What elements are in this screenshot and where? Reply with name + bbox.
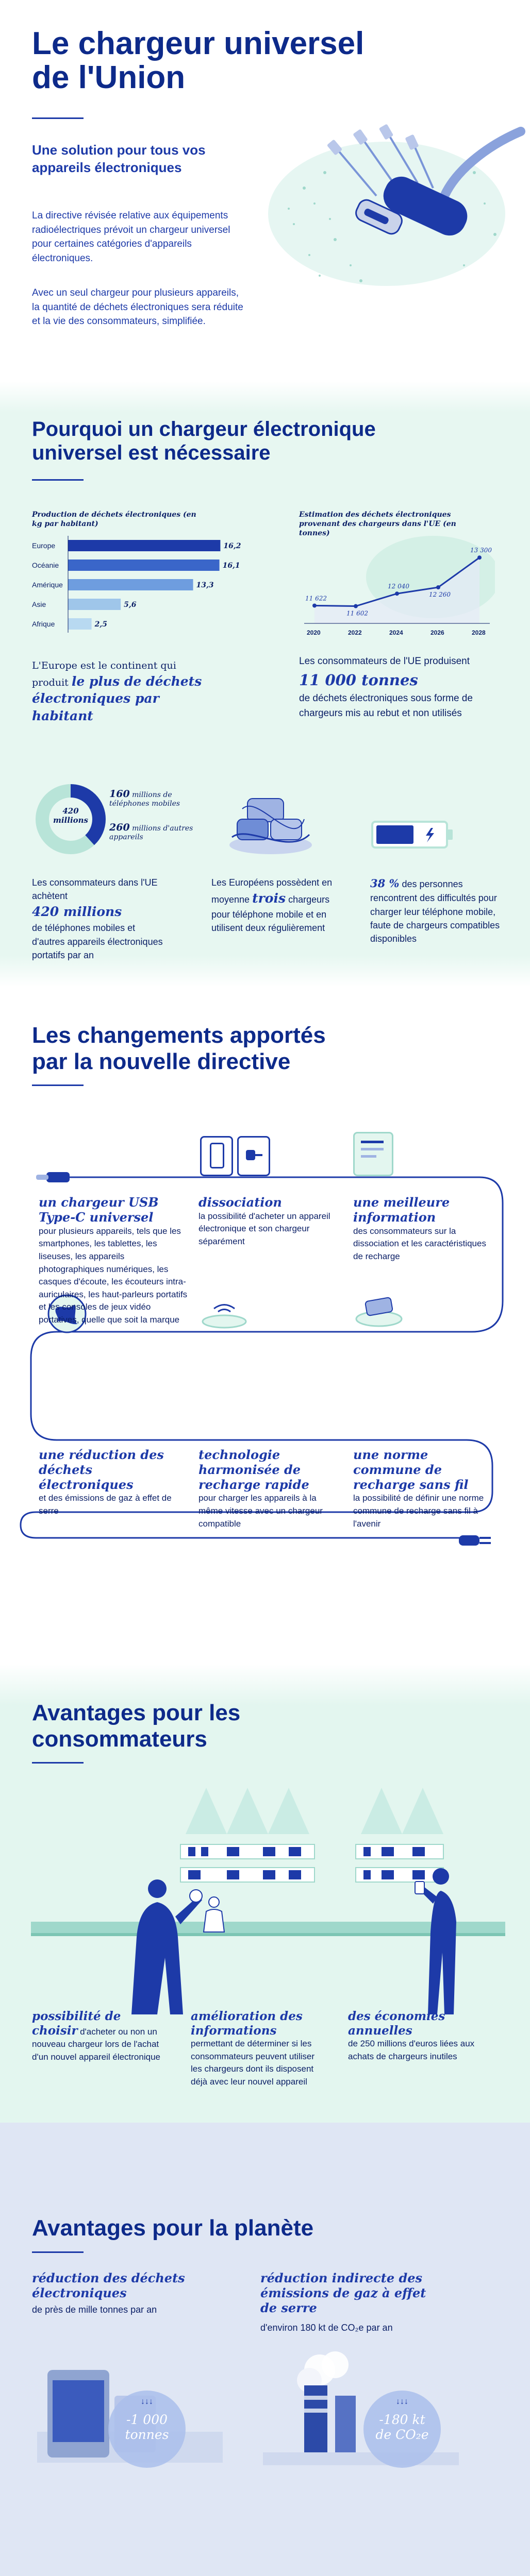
change-item-text: la possibilité d'acheter un appareil électronique et son chargeur séparément xyxy=(198,1211,330,1247)
change-item-text: des consommateurs sur la dissociation et les caractéristiques de recharge xyxy=(353,1226,486,1261)
change-item-title: une réduction des déchets électroniques xyxy=(39,1447,164,1492)
waste-reduction-badge-value: -1 000 xyxy=(126,2412,168,2427)
page-title xyxy=(32,27,364,95)
bar xyxy=(68,599,121,610)
usb-c-cable-illustration xyxy=(258,111,526,307)
phones-stat-highlight: 420 millions xyxy=(32,904,122,920)
why-title-underline xyxy=(32,479,84,481)
line-tick-label: 2028 xyxy=(472,629,486,636)
change-item-title: un chargeur USB Type-C universel xyxy=(39,1195,159,1225)
usb-plug-icon xyxy=(36,1170,77,1185)
europe-stat xyxy=(32,659,207,725)
consumer-benefit-text: de 250 millions d'euros liées aux achats de chargeurs inutiles xyxy=(348,2039,475,2061)
phones-stat xyxy=(32,876,166,962)
changes-section xyxy=(0,987,530,1664)
line-tick-label: 2022 xyxy=(348,629,362,636)
bar-value-label: 5,6 xyxy=(124,601,137,609)
change-item-text: pour charger les appareils à la même vitesse avec un chargeur compatible xyxy=(198,1493,323,1529)
line-value-label: 11 602 xyxy=(346,609,368,617)
phones-stat-tail: de téléphones mobiles et d'autres appareils électroniques portatifs par an xyxy=(32,923,163,960)
line-tick-label: 2020 xyxy=(307,629,321,636)
phones-stat-lead: Les consommateurs dans l'UE achètent xyxy=(32,877,158,902)
change-item-title: une meilleure information xyxy=(353,1195,450,1225)
consumers-title: Avantages pour les consommateurs xyxy=(32,1700,241,1752)
battery-stat-highlight: 38 % xyxy=(370,877,400,890)
bar xyxy=(68,560,220,571)
planet-title-underline xyxy=(32,2251,84,2253)
title-line-1: Le chargeur universel xyxy=(32,26,365,61)
hero-paragraph-2: Avec un seul chargeur pour plusieurs appareils, la quantité de déchets électroniques sera réduite et la vie des consommateurs, simplifiée. xyxy=(32,287,243,327)
battery-stat xyxy=(370,876,504,945)
line-value-label: 11 622 xyxy=(305,595,327,602)
change-item-usb-c xyxy=(39,1195,188,1327)
title-line-2: de l'Union xyxy=(32,60,186,95)
line-point xyxy=(354,604,358,608)
waste-reduction-badge xyxy=(108,2391,186,2468)
emission-reduction-badge-value: -180 kt xyxy=(379,2412,425,2427)
donut-legend-1-number: 160 xyxy=(109,788,130,800)
arrows-down-icon: ↓↓↓ xyxy=(396,2397,408,2406)
low-battery-icon xyxy=(370,817,458,853)
line-value-label: 13 300 xyxy=(470,547,492,554)
chargers-stat-tail: chargeurs pour téléphone mobile et en utilisent deux régulièrement xyxy=(211,894,330,934)
bar-value-label: 2,5 xyxy=(94,620,107,629)
arrows-down-icon: ↓↓↓ xyxy=(141,2397,153,2406)
donut-legend-2 xyxy=(109,822,212,841)
hero-subtitle: Une solution pour tous vos appareils électroniques xyxy=(32,142,206,175)
emission-reduction-badge-unit: de CO₂e xyxy=(375,2427,429,2442)
consumer-benefit-title: amélioration des informations xyxy=(191,2009,303,2038)
hero-paragraph-1: La directive révisée relative aux équipements radioélectriques prévoit un chargeur universel pour certaines catégories d'appareils électroniques. xyxy=(32,210,230,264)
bar-value-label: 16,2 xyxy=(223,542,241,550)
change-item-information xyxy=(353,1195,498,1263)
power-plug-icon xyxy=(459,1530,495,1551)
line-point xyxy=(312,603,317,607)
bar xyxy=(68,618,92,630)
change-item-text: la possibilité de définir une norme commune de recharge sans fil à l'avenir xyxy=(353,1493,484,1529)
line-point xyxy=(395,591,399,596)
change-item-text: pour plusieurs appareils, tels que les smartphones, les tablettes, les liseuses, les appareils photographiques numériques, les casques d'écoute, les écouteurs intra-auriculaires, les haut-parleurs portatifs et les consoles de jeux vidéo portatives, quelle que soit la marque xyxy=(39,1226,188,1325)
bar-value-label: 13,3 xyxy=(196,581,214,589)
consumer-benefit-information xyxy=(191,2009,314,2089)
chargers-stat-lead: Les Européens possèdent en moyenne xyxy=(211,877,333,905)
fast-charging-icon xyxy=(198,1298,250,1329)
change-item-title: dissociation xyxy=(198,1195,282,1210)
chargers-stat xyxy=(211,876,345,935)
consumer-benefit-text: permettant de déterminer si les consommateurs peuvent utiliser les chargeurs dont ils disposent déjà avec leur nouvel appareil xyxy=(191,2039,315,2087)
wireless-charging-icon xyxy=(353,1293,405,1329)
chargers-stat-highlight: trois xyxy=(252,891,286,906)
waste-reduction-badge-unit: tonnes xyxy=(125,2427,169,2442)
consumers-title-underline xyxy=(32,1762,84,1764)
planet-waste-text: de près de mille tonnes par an xyxy=(32,2304,157,2315)
donut-legend-1-text: millions de téléphones mobiles xyxy=(109,791,180,808)
why-title: Pourquoi un chargeur électronique universel est nécessaire xyxy=(32,418,376,464)
line-point xyxy=(436,585,440,589)
consumer-benefit-text: d'acheter ou non un nouveau chargeur lors de l'achat d'un nouvel appareil électronique xyxy=(32,2026,160,2062)
planet-section xyxy=(0,2123,530,2576)
bar xyxy=(68,579,193,590)
bar-chart xyxy=(32,536,243,639)
waste-stat xyxy=(299,654,474,721)
donut-legend-2-number: 260 xyxy=(109,822,130,833)
change-item-wireless xyxy=(353,1448,498,1530)
change-item-waste xyxy=(39,1448,178,1518)
bar-category-label: Amérique xyxy=(32,581,63,589)
bar xyxy=(68,540,220,551)
planet-emissions-text: d'environ 180 kt de CO₂e par an xyxy=(260,2323,393,2333)
line-chart-title: Estimation des déchets électroniques provenant des chargeurs dans l'UE (en tonnes) xyxy=(299,511,456,538)
consumer-benefit-savings xyxy=(348,2009,482,2063)
charger-icon xyxy=(237,1136,270,1176)
donut-center-label: 420 millions xyxy=(53,806,89,825)
change-item-fast-charging xyxy=(198,1448,338,1530)
bar-category-label: Europe xyxy=(32,541,56,550)
title-underline xyxy=(32,117,84,119)
waste-stat-lead: Les consommateurs de l'UE produisent xyxy=(299,656,470,667)
planet-emissions-title: réduction indirecte des émissions de gaz à effet de serre xyxy=(260,2270,426,2315)
line-point xyxy=(477,555,482,560)
line-tick-label: 2026 xyxy=(430,629,444,636)
chargers-pile-icon xyxy=(222,788,320,860)
information-document-icon xyxy=(353,1132,393,1176)
waste-stat-tail: de déchets électroniques sous forme de chargeurs mis au rebut et non utilisés xyxy=(299,693,473,719)
shop-illustration xyxy=(21,1767,516,2025)
bar-category-label: Afrique xyxy=(32,620,55,628)
line-tick-label: 2024 xyxy=(389,629,403,636)
line-chart xyxy=(299,536,495,647)
waste-stat-highlight: 11 000 tonnes xyxy=(299,671,418,689)
emission-reduction-badge xyxy=(363,2391,441,2468)
planet-title: Avantages pour la planète xyxy=(32,2215,314,2241)
changes-title-underline xyxy=(32,1084,84,1086)
line-value-label: 12 260 xyxy=(429,591,451,598)
consumers-section xyxy=(0,1664,530,2123)
hero-section xyxy=(0,0,530,381)
europe-stat-highlight: le plus de déchets électroniques par habitant xyxy=(32,673,202,724)
bar-category-label: Asie xyxy=(32,600,46,608)
battery-stat-tail: des personnes rencontrent des difficultés pour charger leur téléphone mobile, faute de chargeurs compatibles disponibles xyxy=(370,879,500,944)
change-item-title: technologie harmonisée de recharge rapide xyxy=(198,1447,309,1492)
donut-legend-1 xyxy=(109,788,212,808)
change-item-text: et des émissions de gaz à effet de serre xyxy=(39,1493,172,1516)
europe-stat-lead: L'Europe est le continent qui produit xyxy=(32,660,176,688)
bar-chart-title: Production de déchets électroniques (en kg par habitant) xyxy=(32,511,196,529)
consumer-benefit-title: possibilité de choisir xyxy=(32,2009,121,2038)
bar-value-label: 16,1 xyxy=(222,562,240,570)
consumer-benefit-title: des économies annuelles xyxy=(348,2009,445,2038)
why-section xyxy=(0,381,530,987)
change-item-dissociation xyxy=(198,1195,338,1248)
smartphone-icon xyxy=(200,1136,233,1176)
consumer-benefit-choice xyxy=(32,2009,161,2064)
planet-waste-title: réduction des déchets électroniques xyxy=(32,2270,185,2300)
line-value-label: 12 040 xyxy=(388,583,409,590)
changes-title: Les changements apportés par la nouvelle directive xyxy=(32,1023,326,1074)
change-item-title: une norme commune de recharge sans fil xyxy=(353,1447,469,1492)
donut-legend-2-text: millions d'autres appareils xyxy=(109,824,193,841)
bar-category-label: Océanie xyxy=(32,561,59,569)
